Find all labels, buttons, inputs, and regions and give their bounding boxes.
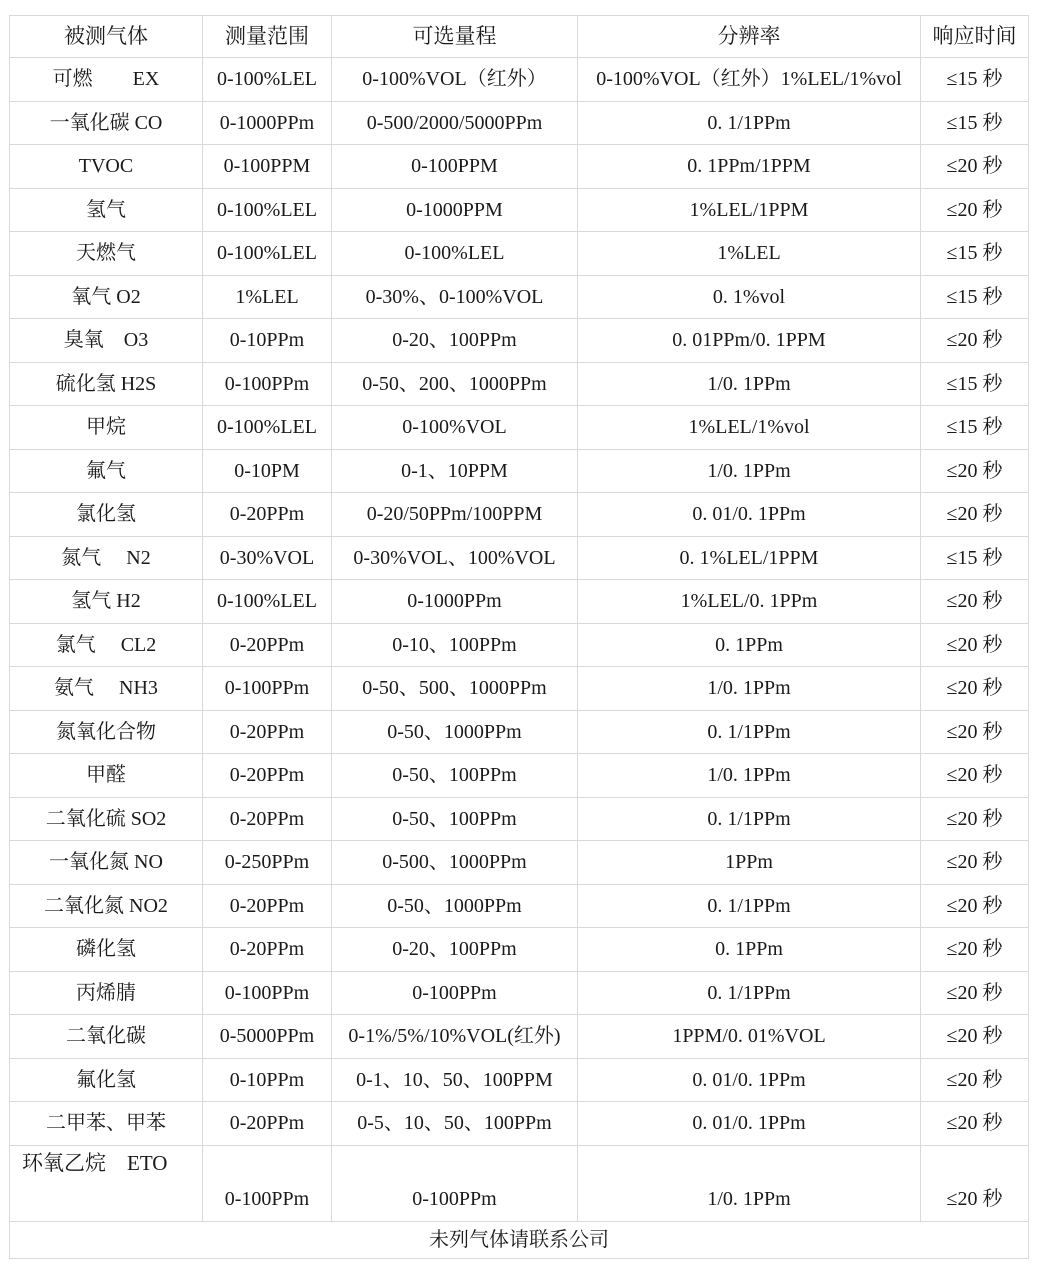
cell-optional-range: 0-500/2000/5000PPm	[332, 101, 578, 145]
cell-optional-range: 0-30%、0-100%VOL	[332, 275, 578, 319]
cell-range: 0-250PPm	[203, 841, 332, 885]
cell-range: 0-20PPm	[203, 797, 332, 841]
cell-resolution: 1%LEL/1PPM	[578, 188, 921, 232]
cell-response-time: ≤20 秒	[921, 1145, 1029, 1221]
cell-range: 0-20PPm	[203, 928, 332, 972]
cell-response-time: ≤20 秒	[921, 1058, 1029, 1102]
cell-gas: 氢气	[10, 188, 203, 232]
cell-optional-range: 0-1000PPM	[332, 188, 578, 232]
cell-resolution: 0. 1/1PPm	[578, 710, 921, 754]
cell-resolution: 0. 1/1PPm	[578, 797, 921, 841]
cell-range: 0-20PPm	[203, 710, 332, 754]
cell-optional-range: 0-50、200、1000PPm	[332, 362, 578, 406]
cell-range: 0-100PPm	[203, 971, 332, 1015]
cell-response-time: ≤20 秒	[921, 623, 1029, 667]
table-row	[10, 145, 1029, 189]
cell-gas: 甲醛	[10, 754, 203, 798]
gas-spec-table	[9, 15, 1029, 1259]
table-row	[10, 841, 1029, 885]
header-row	[10, 16, 1029, 58]
cell-response-time: ≤15 秒	[921, 406, 1029, 450]
cell-response-time: ≤20 秒	[921, 319, 1029, 363]
table-header	[10, 16, 1029, 58]
cell-gas: 二氧化碳	[10, 1015, 203, 1059]
table-row	[10, 580, 1029, 624]
cell-range: 0-10PPm	[203, 1058, 332, 1102]
table-row	[10, 928, 1029, 972]
cell-response-time: ≤20 秒	[921, 1015, 1029, 1059]
table-row	[10, 1015, 1029, 1059]
cell-range: 0-100%LEL	[203, 188, 332, 232]
table-row	[10, 884, 1029, 928]
cell-gas: 二甲苯、甲苯	[10, 1102, 203, 1146]
cell-gas: 氧气 O2	[10, 275, 203, 319]
cell-optional-range: 0-10、100PPm	[332, 623, 578, 667]
cell-resolution: 0. 1/1PPm	[578, 884, 921, 928]
cell-range: 0-100PPM	[203, 145, 332, 189]
cell-optional-range: 0-50、100PPm	[332, 797, 578, 841]
cell-range: 0-1000PPm	[203, 101, 332, 145]
cell-gas: 氟化氢	[10, 1058, 203, 1102]
cell-range: 0-20PPm	[203, 623, 332, 667]
cell-resolution: 1%LEL/0. 1PPm	[578, 580, 921, 624]
cell-resolution: 0. 01/0. 1PPm	[578, 493, 921, 537]
footer-row	[10, 1221, 1029, 1258]
cell-range: 0-30%VOL	[203, 536, 332, 580]
cell-range: 0-100PPm	[203, 362, 332, 406]
cell-gas: 氮气 N2	[10, 536, 203, 580]
cell-range: 0-20PPm	[203, 1102, 332, 1146]
cell-range: 0-100%LEL	[203, 232, 332, 276]
table-row	[10, 406, 1029, 450]
cell-optional-range: 0-20、100PPm	[332, 319, 578, 363]
cell-resolution: 1PPM/0. 01%VOL	[578, 1015, 921, 1059]
cell-optional-range: 0-1、10PPM	[332, 449, 578, 493]
table-row	[10, 188, 1029, 232]
cell-gas: 二氧化氮 NO2	[10, 884, 203, 928]
cell-resolution: 1%LEL/1%vol	[578, 406, 921, 450]
table-footer	[10, 1221, 1029, 1258]
cell-optional-range: 0-20/50PPm/100PPM	[332, 493, 578, 537]
cell-optional-range: 0-100%VOL	[332, 406, 578, 450]
cell-range: 0-10PPm	[203, 319, 332, 363]
cell-gas: 二氧化硫 SO2	[10, 797, 203, 841]
cell-gas: 可燃 EX	[10, 58, 203, 102]
cell-gas: 硫化氢 H2S	[10, 362, 203, 406]
table-row	[10, 1058, 1029, 1102]
cell-range: 0-100PPm	[203, 667, 332, 711]
cell-gas: 一氧化碳 CO	[10, 101, 203, 145]
column-header-resolution: 分辨率	[578, 16, 921, 58]
cell-optional-range: 0-30%VOL、100%VOL	[332, 536, 578, 580]
cell-response-time: ≤20 秒	[921, 841, 1029, 885]
cell-gas: 丙烯腈	[10, 971, 203, 1015]
table-row	[10, 667, 1029, 711]
cell-response-time: ≤15 秒	[921, 536, 1029, 580]
cell-response-time: ≤20 秒	[921, 580, 1029, 624]
cell-optional-range: 0-50、1000PPm	[332, 710, 578, 754]
cell-resolution: 0-100%VOL（红外）1%LEL/1%vol	[578, 58, 921, 102]
cell-range: 0-20PPm	[203, 754, 332, 798]
footer-note: 未列气体请联系公司	[10, 1221, 1029, 1258]
table-body	[10, 58, 1029, 1222]
cell-optional-range: 0-500、1000PPm	[332, 841, 578, 885]
cell-resolution: 1%LEL	[578, 232, 921, 276]
cell-optional-range: 0-100PPm	[332, 971, 578, 1015]
cell-response-time: ≤20 秒	[921, 188, 1029, 232]
cell-range: 0-100%LEL	[203, 58, 332, 102]
cell-gas: 氯气 CL2	[10, 623, 203, 667]
cell-optional-range: 0-1%/5%/10%VOL(红外)	[332, 1015, 578, 1059]
cell-range: 1%LEL	[203, 275, 332, 319]
cell-gas: 氢气 H2	[10, 580, 203, 624]
cell-response-time: ≤15 秒	[921, 101, 1029, 145]
cell-gas: 氨气 NH3	[10, 667, 203, 711]
cell-resolution: 0. 1PPm/1PPM	[578, 145, 921, 189]
cell-resolution: 0. 1/1PPm	[578, 971, 921, 1015]
cell-response-time: ≤15 秒	[921, 58, 1029, 102]
cell-resolution: 0. 01/0. 1PPm	[578, 1058, 921, 1102]
cell-optional-range: 0-100PPM	[332, 145, 578, 189]
cell-range: 0-5000PPm	[203, 1015, 332, 1059]
cell-range: 0-20PPm	[203, 493, 332, 537]
table-row	[10, 971, 1029, 1015]
cell-range: 0-20PPm	[203, 884, 332, 928]
cell-resolution: 1PPm	[578, 841, 921, 885]
cell-optional-range: 0-1、10、50、100PPM	[332, 1058, 578, 1102]
cell-optional-range: 0-20、100PPm	[332, 928, 578, 972]
cell-response-time: ≤20 秒	[921, 1102, 1029, 1146]
table-row	[10, 275, 1029, 319]
cell-resolution: 0. 1/1PPm	[578, 101, 921, 145]
cell-optional-range: 0-100%VOL（红外）	[332, 58, 578, 102]
table-row	[10, 58, 1029, 102]
cell-response-time: ≤20 秒	[921, 754, 1029, 798]
cell-gas: 臭氧 O3	[10, 319, 203, 363]
cell-optional-range: 0-100PPm	[332, 1145, 578, 1221]
cell-response-time: ≤20 秒	[921, 928, 1029, 972]
cell-gas: 环氧乙烷 ETO	[10, 1145, 203, 1221]
cell-gas: 一氧化氮 NO	[10, 841, 203, 885]
cell-response-time: ≤20 秒	[921, 493, 1029, 537]
cell-optional-range: 0-1000PPm	[332, 580, 578, 624]
cell-range: 0-100PPm	[203, 1145, 332, 1221]
cell-response-time: ≤20 秒	[921, 971, 1029, 1015]
cell-resolution: 1/0. 1PPm	[578, 362, 921, 406]
table-row	[10, 536, 1029, 580]
cell-resolution: 0. 01/0. 1PPm	[578, 1102, 921, 1146]
cell-resolution: 1/0. 1PPm	[578, 1145, 921, 1221]
cell-optional-range: 0-50、500、1000PPm	[332, 667, 578, 711]
cell-gas: 氮氧化合物	[10, 710, 203, 754]
column-header-response-time: 响应时间	[921, 16, 1029, 58]
cell-resolution: 1/0. 1PPm	[578, 667, 921, 711]
cell-response-time: ≤15 秒	[921, 362, 1029, 406]
cell-range: 0-100%LEL	[203, 406, 332, 450]
cell-response-time: ≤20 秒	[921, 710, 1029, 754]
cell-optional-range: 0-50、1000PPm	[332, 884, 578, 928]
table-row	[10, 101, 1029, 145]
cell-gas: 磷化氢	[10, 928, 203, 972]
cell-resolution: 0. 1%vol	[578, 275, 921, 319]
table-row	[10, 623, 1029, 667]
cell-response-time: ≤20 秒	[921, 145, 1029, 189]
table-row	[10, 449, 1029, 493]
cell-resolution: 0. 01PPm/0. 1PPM	[578, 319, 921, 363]
cell-response-time: ≤20 秒	[921, 449, 1029, 493]
table-row	[10, 1102, 1029, 1146]
cell-response-time: ≤20 秒	[921, 884, 1029, 928]
cell-response-time: ≤15 秒	[921, 275, 1029, 319]
cell-resolution: 0. 1PPm	[578, 928, 921, 972]
cell-resolution: 0. 1PPm	[578, 623, 921, 667]
cell-optional-range: 0-100%LEL	[332, 232, 578, 276]
table-row	[10, 754, 1029, 798]
column-header-gas: 被测气体	[10, 16, 203, 58]
cell-response-time: ≤20 秒	[921, 797, 1029, 841]
cell-gas: 氟气	[10, 449, 203, 493]
cell-gas: 甲烷	[10, 406, 203, 450]
cell-gas: 氯化氢	[10, 493, 203, 537]
cell-resolution: 1/0. 1PPm	[578, 449, 921, 493]
column-header-optional-range: 可选量程	[332, 16, 578, 58]
table-row	[10, 797, 1029, 841]
cell-optional-range: 0-5、10、50、100PPm	[332, 1102, 578, 1146]
table-row	[10, 319, 1029, 363]
cell-range: 0-10PM	[203, 449, 332, 493]
table-row	[10, 710, 1029, 754]
cell-gas: TVOC	[10, 145, 203, 189]
table-row	[10, 362, 1029, 406]
cell-range: 0-100%LEL	[203, 580, 332, 624]
cell-response-time: ≤20 秒	[921, 667, 1029, 711]
cell-resolution: 0. 1%LEL/1PPM	[578, 536, 921, 580]
cell-optional-range: 0-50、100PPm	[332, 754, 578, 798]
table-row	[10, 1145, 1029, 1221]
table-row	[10, 493, 1029, 537]
column-header-range: 测量范围	[203, 16, 332, 58]
cell-gas: 天燃气	[10, 232, 203, 276]
table-row	[10, 232, 1029, 276]
cell-response-time: ≤15 秒	[921, 232, 1029, 276]
cell-resolution: 1/0. 1PPm	[578, 754, 921, 798]
